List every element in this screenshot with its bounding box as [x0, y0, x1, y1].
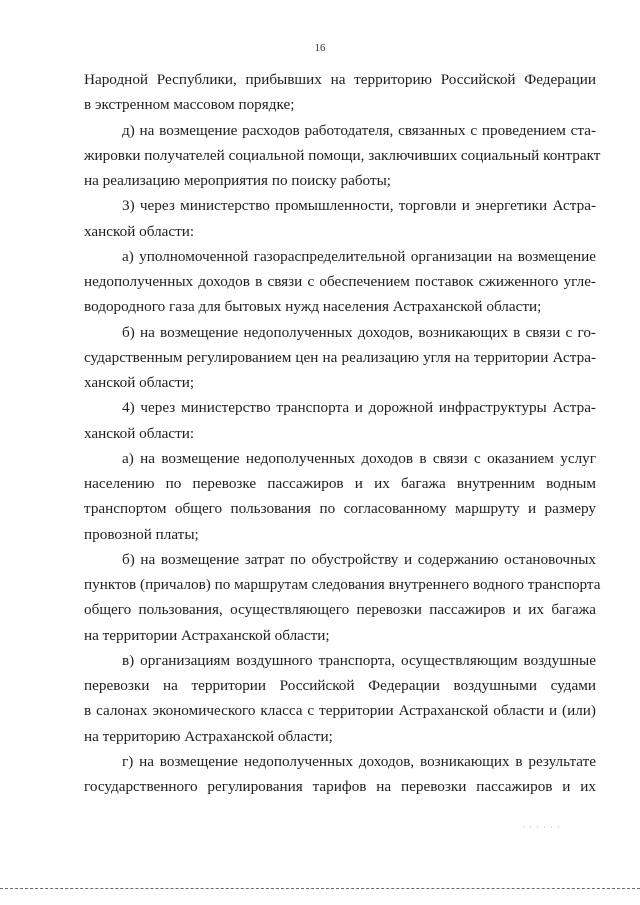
scan-artifact [520, 826, 564, 828]
paragraph-item-4b [84, 547, 601, 648]
text-line: жировки получателей социальной помощи, заключивших социальный контракт [84, 146, 601, 164]
text-line: пунктов (причалов) по маршрутам следования внутреннего водного транспорта [84, 576, 601, 593]
text-line: на реализацию мероприятия по поиску работы; [84, 172, 392, 189]
text-line: водородного газа для бытовых нужд населения Астраханской области; [84, 298, 542, 316]
text-line: ханской области; [84, 374, 195, 391]
text-line: б) на возмещение затрат по обустройству и содержанию остановочных [122, 550, 596, 568]
text-line: 3) через министерство промышленности, торговли и энергетики Астра- [122, 197, 596, 215]
text-line: в экстренном массовом порядке; [84, 96, 295, 114]
paragraph-continuation [84, 67, 596, 118]
text-line: 4) через министерство транспорта и дорожной инфраструктуры Астра- [122, 399, 596, 417]
text-line: общего пользования, осуществляющего перевозки пассажиров и их багажа [84, 601, 596, 619]
text-line: сударственным регулированием цен на реализацию угля на территории Астра- [84, 348, 596, 366]
text-line: недополученных доходов в связи с обеспечением поставок сжиженного угле- [84, 273, 596, 290]
text-line: населению по перевозке пассажиров и их багажа внутренним водным [84, 475, 596, 492]
text-line: б) на возмещение недополученных доходов, возникающих в связи с го- [122, 323, 596, 341]
paragraph-item-4v [84, 648, 596, 749]
text-line: а) на возмещение недополученных доходов в связи с оказанием услуг [122, 449, 596, 467]
text-line: провозной платы; [84, 525, 199, 543]
paragraph-item-d [84, 118, 601, 194]
document-body [84, 67, 601, 799]
paragraph-item-4a [84, 446, 596, 547]
paragraph-item-3 [84, 193, 596, 244]
text-line: перевозки на территории Российской Федерации воздушными судами [84, 677, 596, 694]
paragraph-item-3a [84, 244, 596, 320]
text-line: на территорию Астраханской области; [84, 727, 333, 745]
text-line: государственного регулирования тарифов на перевозки пассажиров и их [84, 778, 596, 795]
text-line: а) уполномоченной газораспределительной организации на возмещение [122, 247, 596, 265]
text-line: ханской области: [84, 424, 195, 442]
paragraph-item-4 [84, 395, 596, 446]
page-number: 16 [314, 42, 326, 54]
text-line: в салонах экономического класса с территории Астраханской области и (или) [84, 702, 596, 720]
paragraph-item-3b [84, 320, 596, 396]
text-line: на территории Астраханской области; [84, 626, 330, 644]
text-line: Народной Республики, прибывших на территорию Российской Федерации [84, 71, 596, 88]
text-line: в) организациям воздушного транспорта, осуществляющим воздушные [122, 651, 596, 669]
text-line: транспортом общего пользования по согласованному маршруту и размеру [84, 500, 596, 518]
page-bottom-edge [0, 888, 640, 889]
paragraph-item-4g [84, 749, 596, 800]
text-line: д) на возмещение расходов работодателя, связанных с проведением ста- [122, 121, 596, 139]
text-line: г) на возмещение недополученных доходов, возникающих в результате [122, 752, 596, 770]
text-line: ханской области: [84, 222, 195, 240]
